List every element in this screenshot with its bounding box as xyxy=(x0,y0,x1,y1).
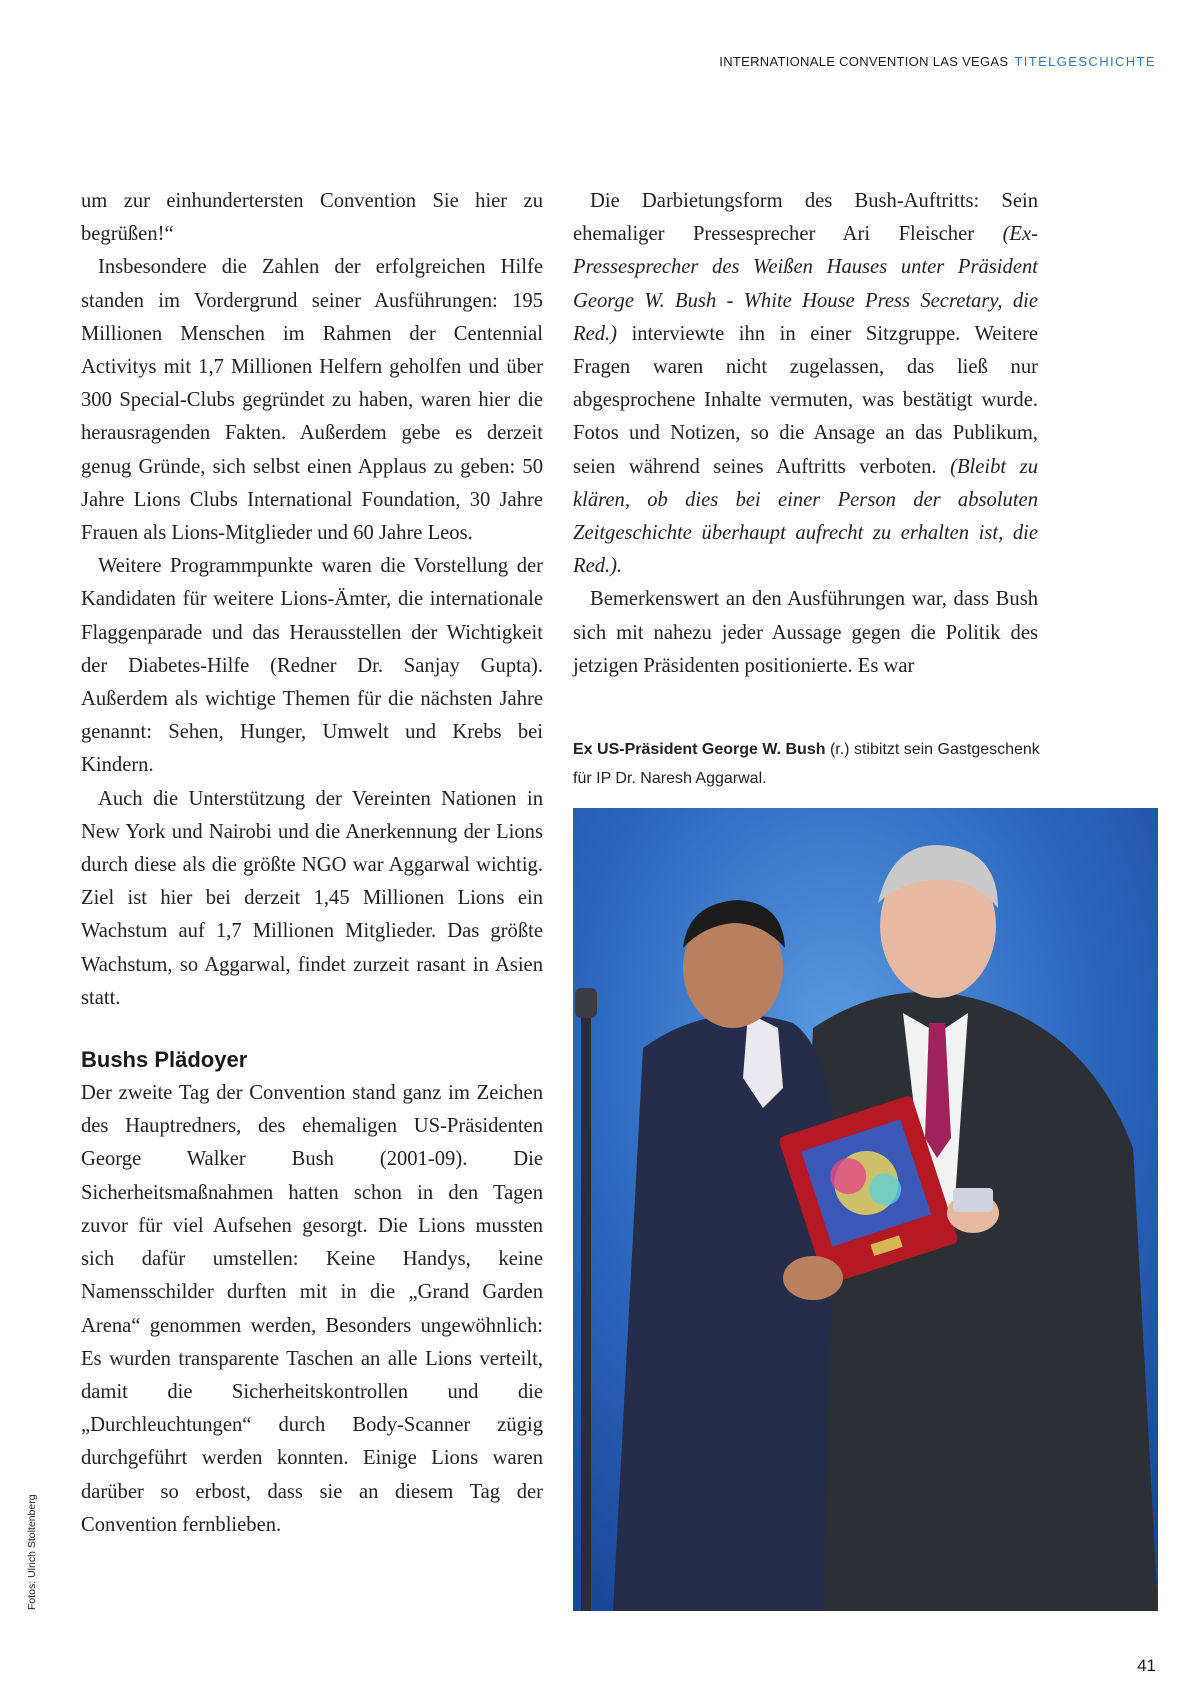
photo-credit: Fotos: Ulrich Stoltenberg xyxy=(26,1494,38,1610)
italic-note: (Ex-Pressesprecher des Weißen Hauses unter Präsident George W. Bush - White House Press Secretary, die Red.) xyxy=(573,223,1038,345)
section-heading: Bushs Plädoyer xyxy=(81,1047,248,1073)
running-header xyxy=(719,54,1156,69)
photo-caption xyxy=(573,735,1093,793)
left-text-column xyxy=(81,185,543,1542)
paragraph: um zur einhundertersten Convention Sie hier zu begrüßen!“ xyxy=(81,190,543,246)
text-run: interviewte ihn in einer Sitzgruppe. Weitere Fragen waren nicht zugelassen, das ließ nur abgesprochene Inhalte vermuten, was bestätigt wurde. Fotos und Notizen, so die Ansage an das Publikum, seien während seines Auftritts verboten. xyxy=(573,322,1038,478)
text-run: Die Darbietungsform des Bush-Auftritts: Sein ehemaliger Pressesprecher Ari Fleischer xyxy=(573,190,1038,246)
paragraph xyxy=(573,185,1038,583)
paragraph: Der zweite Tag der Convention stand ganz im Zeichen des Hauptredners, des ehemaligen US-Präsidenten George Walker Bush (2001-09). Die Sicherheitsmaßnahmen hatten schon in den Tagen zuvor für viel Aufsehen gesorgt. Die Lions mussten sich dafür umstellen: Keine Handys, keine Namensschilder durften mit in die „Grand Garden Arena“ genommen werden, Besonders ungewöhnlich: Es wurden transparente Taschen an alle Lions verteilt, damit die Sicherheitskontrollen und die „Durchleuchtungen“ durch Body-Scanner zügig durchgeführt werden konnten. Einige Lions waren darüber so erbost, dass sie an diesem Tag der Convention fernblieben. xyxy=(81,1082,543,1536)
caption-text-line2: für IP Dr. Naresh Aggarwal. xyxy=(573,770,767,787)
paragraph: Auch die Unterstützung der Vereinten Nationen in New York und Nairobi und die Anerkennung der Lions durch diese als die größte NGO war Aggarwal wichtig. Ziel ist hier bei derzeit 1,45 Millionen Lions ein Wachstum auf 1,7 Millionen Mitglieder. Das größte Wachstum, so Aggarwal, findet zurzeit rasant in Asien statt. xyxy=(81,787,543,1009)
section-label: TITELGESCHICHTE xyxy=(1014,54,1156,69)
italic-note: (Bleibt zu klären, ob dies bei einer Person der absoluten Zeitgeschichte überhaupt aufrecht zu erhalten ist, die Red.). xyxy=(573,455,1039,578)
publication-label: INTERNATIONALE CONVENTION LAS VEGAS xyxy=(719,54,1009,69)
caption-bold: Ex US-Präsident George W. Bush xyxy=(573,741,826,758)
event-photo xyxy=(573,808,1158,1611)
caption-text: (r.) stibitzt sein Gastgeschenk xyxy=(825,741,1040,758)
photo-illustration xyxy=(573,808,1158,1611)
paragraph: Bemerkenswert an den Ausführungen war, dass Bush sich mit nahezu jeder Aussage gegen die Politik des jetzigen Präsidenten positionierte. Es war xyxy=(573,588,1038,677)
right-text-column xyxy=(573,185,1038,683)
paragraph: Weitere Programmpunkte waren die Vorstellung der Kandidaten für weitere Lions-Ämter, die internationale Flaggenparade und das Herausstellen der Wichtigkeit der Diabetes-Hilfe (Redner Dr. Sanjay Gupta). Außerdem als wichtige Themen für die nächsten Jahre genannt: Sehen, Hunger, Umwelt und Krebs bei Kindern. xyxy=(81,555,543,777)
page-number: 41 xyxy=(1137,1656,1156,1675)
paragraph: Insbesondere die Zahlen der erfolgreichen Hilfe standen im Vordergrund seiner Ausführungen: 195 Millionen Menschen im Rahmen der Centennial Activitys mit 1,7 Millionen Helfern geholfen und über 300 Special-Clubs gegründet zu haben, waren hier die herausragenden Fakten. Außerdem gebe es derzeit genug Gründe, sich selbst einen Applaus zu geben: 50 Jahre Lions Clubs International Foundation, 30 Jahre Frauen als Lions-Mitglieder und 60 Jahre Leos. xyxy=(81,256,543,545)
